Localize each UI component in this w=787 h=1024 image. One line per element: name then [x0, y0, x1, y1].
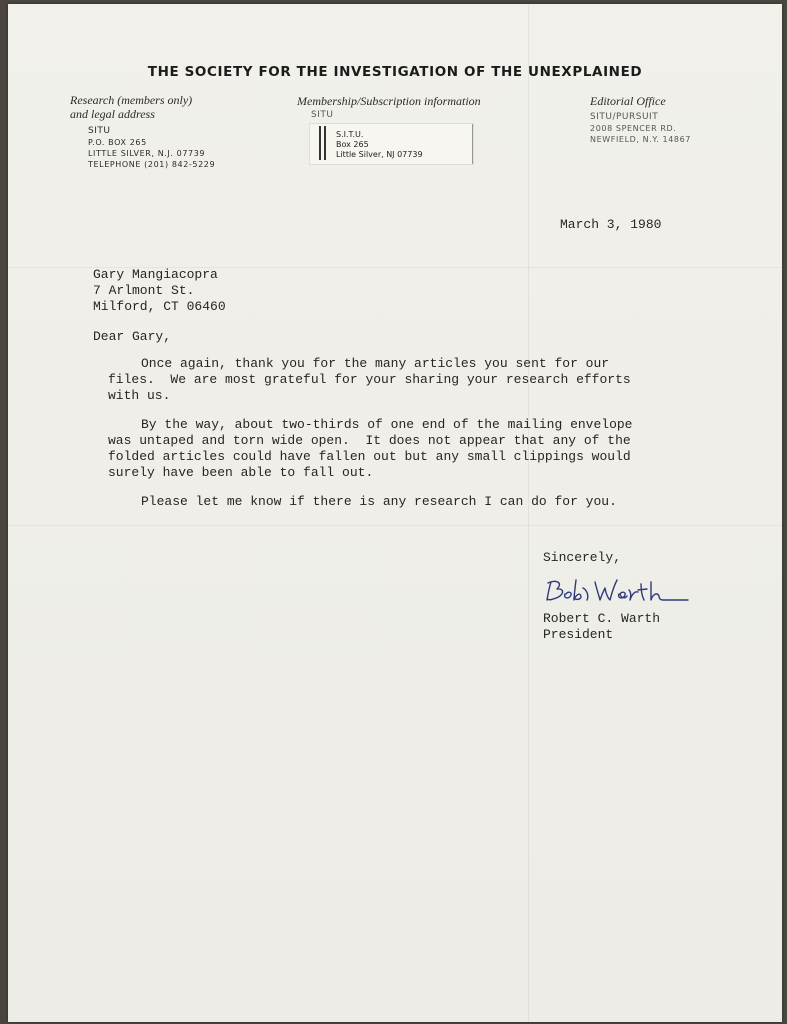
research-heading: Research (members only)	[70, 93, 193, 107]
body-line: was untaped and torn wide open. It does not appear that any of the	[108, 433, 631, 448]
editorial-block	[590, 94, 691, 145]
letterhead-title: THE SOCIETY FOR THE INVESTIGATION OF THE UNEXPLAINED	[147, 64, 643, 80]
research-box: P.O. BOX 265	[88, 138, 147, 147]
membership-block	[297, 94, 481, 121]
membership-org: SITU	[311, 110, 334, 120]
editorial-city: NEWFIELD, N.Y. 14867	[590, 135, 691, 144]
recipient-street: 7 Arlmont St.	[93, 283, 195, 298]
body-line: with us.	[108, 388, 171, 403]
label-address	[336, 130, 423, 160]
paper-fold-vertical	[528, 4, 529, 1022]
label-line: S.I.T.U.	[336, 130, 364, 139]
handwritten-signature	[543, 574, 693, 610]
membership-heading: Membership/Subscription information	[297, 94, 481, 108]
label-line: Little Silver, NJ 07739	[336, 150, 423, 159]
research-heading-2: and legal address	[70, 107, 155, 121]
body-line: By the way, about two-thirds of one end of the mailing envelope	[141, 417, 633, 432]
body-line: surely have been able to fall out.	[108, 465, 374, 480]
research-city: LITTLE SILVER, N.J. 07739	[88, 149, 206, 158]
label-bar	[319, 126, 321, 160]
editorial-street: 2008 SPENCER RD.	[590, 124, 677, 133]
address-label-sticker	[310, 124, 473, 164]
letter-date: March 3, 1980	[560, 217, 662, 232]
recipient-city: Milford, CT 06460	[93, 299, 226, 314]
signer-name: Robert C. Warth	[543, 611, 661, 626]
body-line: files. We are most grateful for your sharing your research efforts	[108, 372, 631, 387]
signer-title: President	[543, 627, 614, 642]
body-line: Once again, thank you for the many articles you sent for our	[141, 356, 610, 371]
recipient-name: Gary Mangiacopra	[93, 267, 218, 282]
label-line: Box 265	[336, 140, 369, 149]
body-line: Please let me know if there is any research I can do for you.	[141, 494, 617, 509]
body-line: folded articles could have fallen out but any small clippings would	[108, 449, 631, 464]
salutation: Dear Gary,	[93, 329, 172, 344]
research-address-block	[70, 93, 215, 170]
research-phone: TELEPHONE (201) 842-5229	[88, 160, 216, 169]
label-bar	[324, 126, 326, 160]
paper-fold-horizontal	[8, 525, 782, 526]
editorial-heading: Editorial Office	[590, 94, 666, 108]
editorial-org: SITU/PURSUIT	[590, 112, 659, 122]
letter-page	[8, 4, 782, 1022]
research-org: SITU	[88, 126, 111, 136]
closing: Sincerely,	[543, 550, 622, 565]
